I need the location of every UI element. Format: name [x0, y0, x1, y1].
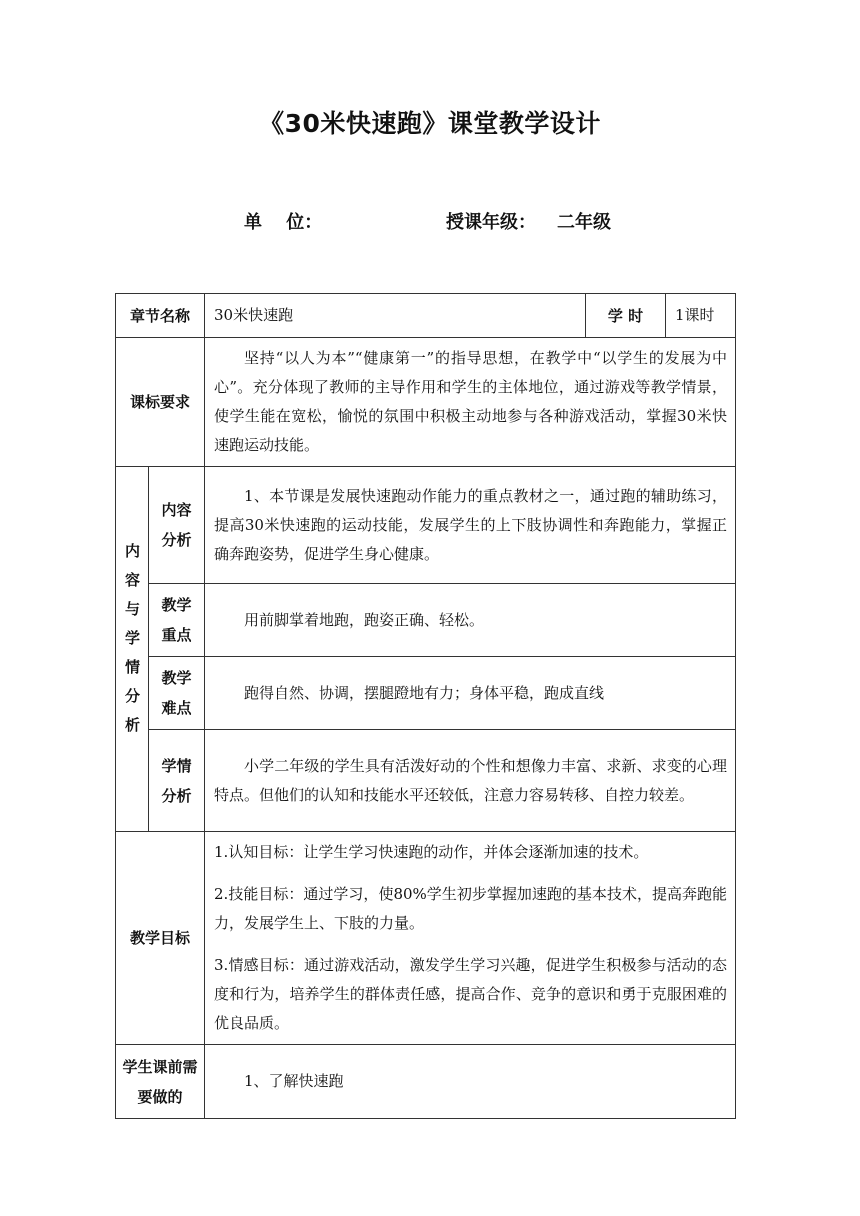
goal-cognitive: 1.认知目标：让学生学习快速跑的动作，并体会逐渐加速的技术。	[214, 843, 649, 861]
grade-value: 二年级	[557, 212, 611, 233]
lesson-design-table	[115, 293, 736, 1119]
key-point-text: 用前脚掌着地跑，跑姿正确、轻松。	[205, 584, 736, 657]
table-row	[116, 657, 736, 730]
header-info	[0, 208, 860, 238]
key-point-label: 教学重点	[149, 584, 205, 657]
goal-skill: 2.技能目标：通过学习，使80%学生初步掌握加速跑的基本技术，提高奔跑能力，发展学生上、下肢的力量。	[214, 885, 728, 932]
content-analysis-label: 内容分析	[149, 467, 205, 584]
curriculum-text: 坚持“以人为本”“健康第一”的指导思想，在教学中“以学生的发展为中心”。充分体现了教师的主导作用和学生的主体地位，通过游戏等教学情景，使学生能在宽松，愉悦的氛围中积极主动地参与各种游戏活动，掌握30米快速跑运动技能。	[205, 338, 736, 467]
analysis-group-text: 内容与学情分析	[123, 542, 141, 746]
hours-label: 学 时	[586, 294, 666, 338]
analysis-group-label	[116, 467, 149, 832]
table-row	[116, 467, 736, 584]
table-row	[116, 294, 736, 338]
document-title: 《30米快速跑》课堂教学设计	[259, 109, 601, 138]
hours-value: 1课时	[666, 294, 736, 338]
goals-cell	[205, 832, 736, 1045]
difficulty-text: 跑得自然、协调，摆腿蹬地有力；身体平稳，跑成直线	[205, 657, 736, 730]
grade-label: 授课年级：	[446, 212, 536, 233]
table-row	[116, 338, 736, 467]
table-row	[116, 1045, 736, 1119]
prep-text: 1、了解快速跑	[205, 1045, 736, 1119]
chapter-value: 30米快速跑	[205, 294, 586, 338]
unit-label: 单 位：	[244, 212, 323, 233]
difficulty-label: 教学难点	[149, 657, 205, 730]
chapter-label: 章节名称	[116, 294, 205, 338]
content-analysis-text: 1、本节课是发展快速跑动作能力的重点教材之一，通过跑的辅助练习，提高30米快速跑的运动技能，发展学生的上下肢协调性和奔跑能力，掌握正确奔跑姿势，促进学生身心健康。	[205, 467, 736, 584]
table-row	[116, 584, 736, 657]
table-row	[116, 832, 736, 1045]
table-row	[116, 730, 736, 832]
learner-analysis-text: 小学二年级的学生具有活泼好动的个性和想像力丰富、求新、求变的心理特点。但他们的认知和技能水平还较低，注意力容易转移、自控力较差。	[205, 730, 736, 832]
learner-analysis-label: 学情分析	[149, 730, 205, 832]
prep-label: 学生课前需要做的	[116, 1045, 205, 1119]
curriculum-label: 课标要求	[116, 338, 205, 467]
goals-label: 教学目标	[116, 832, 205, 1045]
goal-affective: 3.情感目标：通过游戏活动，激发学生学习兴趣，促进学生积极参与活动的态度和行为，培养学生的群体责任感，提高合作、竞争的意识和勇于克服困难的优良品质。	[214, 956, 728, 1032]
